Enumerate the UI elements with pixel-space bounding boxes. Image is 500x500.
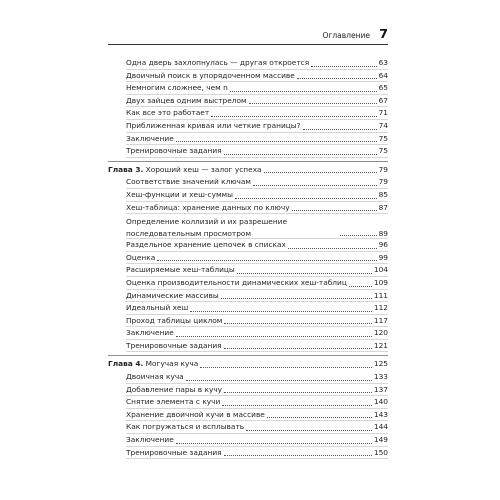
toc-entry-title: Оценка [126, 252, 156, 265]
dot-leader [222, 404, 372, 406]
dot-leader [200, 366, 372, 368]
toc-page-number: 96 [378, 239, 388, 252]
toc-entry-title: Как погружаться и всплывать [126, 421, 245, 434]
toc-entry-title: Тренировочные задания [126, 340, 223, 353]
dot-leader [157, 259, 376, 261]
toc-entry-title: Немногим сложнее, чем n [126, 82, 229, 95]
table-of-contents [108, 57, 388, 459]
dot-leader [224, 322, 372, 324]
row-rule [126, 458, 388, 459]
toc-page-number: 71 [378, 107, 388, 120]
toc-entry-title: Одна дверь захлопнулась — другая откроется [126, 57, 310, 70]
toc-page-number: 143 [373, 409, 388, 422]
dot-leader [224, 391, 372, 393]
dot-leader [264, 171, 377, 173]
toc-entry[interactable] [108, 277, 388, 290]
chapter-name: Хороший хеш — залог успеха [143, 164, 262, 174]
toc-page-number: 79 [378, 164, 388, 177]
toc-page-number: 112 [373, 302, 388, 315]
toc-entry[interactable] [108, 327, 388, 340]
dot-leader [237, 272, 372, 274]
toc-page-number: 65 [378, 82, 388, 95]
toc-entry[interactable] [108, 202, 388, 215]
toc-entry-title: Заключение [126, 434, 175, 447]
toc-entry-title: Раздельное хранение цепочек в списках [126, 239, 287, 252]
toc-entry-title: Расширяемые хеш-таблицы [126, 264, 236, 277]
toc-entry[interactable] [108, 57, 388, 70]
toc-entry[interactable] [108, 315, 388, 328]
dot-leader [190, 310, 372, 312]
toc-page-number: 137 [373, 384, 388, 397]
toc-entry-title: Определение коллизий и их разрешение последовательным просмотром [126, 216, 339, 239]
dot-leader [176, 335, 372, 337]
toc-entry-title: Хеш-таблица: хранение данных по ключу [126, 202, 291, 215]
dot-leader [221, 297, 372, 299]
toc-entry[interactable] [108, 302, 388, 315]
toc-page-number: 63 [378, 57, 388, 70]
running-head [108, 26, 388, 43]
dot-leader [297, 77, 377, 79]
toc-entry-title: Двоичный поиск в упорядоченном массиве [126, 70, 296, 83]
toc-page-number: 64 [378, 70, 388, 83]
toc-entry-title: Тренировочные задания [126, 145, 223, 158]
toc-page-number: 85 [378, 189, 388, 202]
toc-entry-title: Хранение двоичной кучи в массиве [126, 409, 266, 422]
toc-entry-title: Добавление пары в кучу [126, 384, 223, 397]
dot-leader [224, 153, 377, 155]
toc-entry-title: Оценка производительности динамических хеш-таблиц [126, 277, 348, 290]
toc-page-number: 149 [373, 434, 388, 447]
toc-entry[interactable] [108, 189, 388, 202]
dot-leader [288, 247, 377, 249]
toc-entry[interactable] [108, 421, 388, 434]
toc-page-number: 144 [373, 421, 388, 434]
chapter-title [108, 164, 263, 177]
dot-leader [246, 429, 372, 431]
toc-entry-title: Приближенная кривая или четкие границы? [126, 120, 302, 133]
chapter-title [108, 358, 199, 371]
chapter-label: Глава 3. [108, 164, 144, 174]
dot-leader [311, 65, 376, 67]
toc-entry[interactable] [108, 120, 388, 133]
toc-page-number: 133 [373, 371, 388, 384]
dot-leader [176, 442, 372, 444]
toc-page-number: 111 [373, 290, 388, 303]
toc-page-number: 74 [378, 120, 388, 133]
toc-entry-title: Соответствие значений ключам [126, 176, 252, 189]
toc-entry[interactable] [108, 145, 388, 158]
toc-page-number: 79 [378, 176, 388, 189]
page-number: 7 [379, 26, 388, 41]
toc-entry[interactable] [108, 371, 388, 384]
toc-entry-title: Заключение [126, 327, 175, 340]
toc-page-number: 87 [378, 202, 388, 215]
toc-entry[interactable] [108, 264, 388, 277]
toc-entry-title: Снятие элемента с кучи [126, 396, 221, 409]
dot-leader [249, 102, 377, 104]
dot-leader [340, 234, 377, 236]
toc-entry[interactable] [108, 133, 388, 146]
header-rule [108, 44, 388, 45]
dot-leader [349, 285, 372, 287]
toc-entry[interactable] [108, 82, 388, 95]
toc-page-number: 104 [373, 264, 388, 277]
toc-entry[interactable] [108, 447, 388, 460]
dot-leader [235, 197, 377, 199]
toc-page-number: 75 [378, 145, 388, 158]
toc-entry-title: Динамические массивы [126, 290, 220, 303]
toc-entry-title: Хеш-функции и хеш-суммы [126, 189, 234, 202]
dot-leader [303, 128, 377, 130]
dot-leader [176, 140, 377, 142]
toc-entry[interactable] [108, 290, 388, 303]
toc-entry[interactable] [108, 396, 388, 409]
toc-entry[interactable] [108, 70, 388, 83]
toc-page-number: 117 [373, 315, 388, 328]
toc-chapter-entry[interactable] [108, 358, 388, 371]
toc-entry-title: Тренировочные задания [126, 447, 223, 460]
toc-entry-title: Двух зайцев одним выстрелом [126, 95, 248, 108]
toc-entry[interactable] [108, 340, 388, 353]
toc-page-number: 75 [378, 133, 388, 146]
toc-page-number: 150 [373, 447, 388, 460]
running-head-title: Оглавление [322, 31, 370, 40]
chapter-name: Могучая куча [143, 359, 199, 369]
toc-page-number: 120 [373, 327, 388, 340]
dot-leader [186, 379, 372, 381]
dot-leader [292, 209, 377, 211]
toc-page-number: 67 [378, 95, 388, 108]
dot-leader [230, 90, 377, 92]
dot-leader [224, 454, 372, 456]
toc-page-number: 140 [373, 396, 388, 409]
toc-entry[interactable] [108, 95, 388, 108]
toc-chapter-entry[interactable] [108, 164, 388, 177]
dot-leader [267, 416, 372, 418]
toc-page-number: 99 [378, 252, 388, 265]
toc-entry-title: Как все это работает [126, 107, 210, 120]
toc-entry[interactable] [108, 107, 388, 120]
toc-entry-title: Заключение [126, 133, 175, 146]
toc-entry[interactable] [108, 409, 388, 422]
dot-leader [224, 347, 372, 349]
row-rule [126, 157, 388, 158]
toc-entry[interactable] [108, 384, 388, 397]
toc-entry-title: Двоичная куча [126, 371, 185, 384]
toc-entry-title: Идеальный хеш [126, 302, 189, 315]
dot-leader [253, 184, 377, 186]
toc-entry[interactable] [108, 176, 388, 189]
toc-page-number: 125 [373, 358, 388, 371]
toc-page-number: 121 [373, 340, 388, 353]
dot-leader [211, 115, 376, 117]
toc-entry[interactable] [108, 239, 388, 252]
toc-entry[interactable] [108, 252, 388, 265]
toc-entry[interactable] [108, 434, 388, 447]
chapter-label: Глава 4. [108, 359, 144, 369]
toc-page-number: 109 [373, 277, 388, 290]
toc-entry[interactable] [108, 214, 388, 239]
toc-page-number: 89 [378, 229, 388, 239]
row-rule [126, 351, 388, 352]
toc-entry-title: Проход таблицы циклом [126, 315, 223, 328]
